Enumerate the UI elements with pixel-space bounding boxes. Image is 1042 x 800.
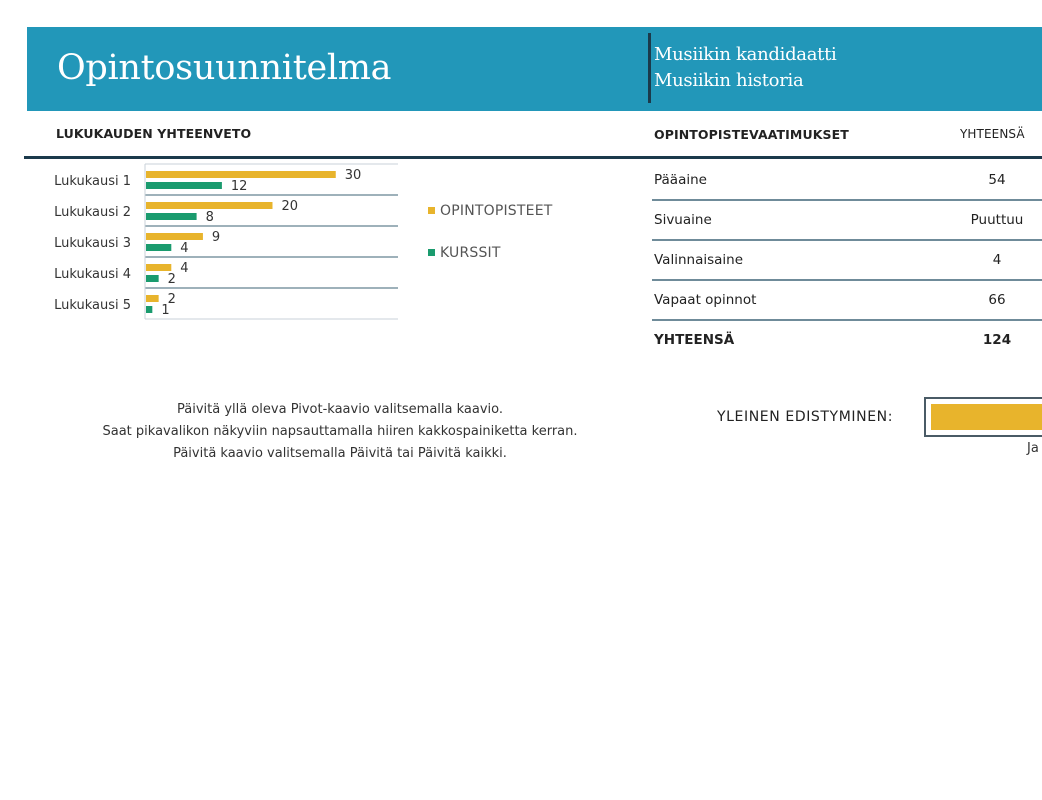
data-label-courses: 12 xyxy=(230,179,248,194)
row-value-free-studies: 66 xyxy=(988,292,1006,308)
data-label-courses: 4 xyxy=(180,241,189,256)
bar-credits xyxy=(146,295,159,302)
table-row xyxy=(652,240,1042,281)
progress-caption: Ja xyxy=(1027,441,1039,456)
bar-credits xyxy=(146,202,273,209)
degree-info xyxy=(654,42,836,94)
page-title: Opintosuunnitelma xyxy=(57,48,392,88)
note-line-3: Päivitä kaavio valitsemalla Päivitä tai Päivitä kaikki. xyxy=(173,446,507,461)
data-label-credits: 9 xyxy=(211,230,221,245)
legend-swatch-credits xyxy=(428,207,435,214)
header-divider xyxy=(648,33,651,103)
overall-progress-label: YLEINEN EDISTYMINEN: xyxy=(717,409,894,425)
legend-item-courses xyxy=(428,245,501,261)
note-line-1: Päivitä yllä oleva Pivot-kaavio valitsemalla kaavio. xyxy=(176,402,504,417)
total-column-heading: YHTEENSÄ xyxy=(960,127,1025,141)
section-rule xyxy=(24,156,1042,159)
category-label: Lukukausi 5 xyxy=(54,298,131,313)
bar-courses xyxy=(146,244,171,251)
table-row xyxy=(652,160,1042,201)
credit-requirements-heading: OPINTOPISTEVAATIMUKSET xyxy=(654,127,849,142)
data-label-courses: 8 xyxy=(205,210,214,225)
bar-courses xyxy=(146,182,222,189)
category-label: Lukukausi 2 xyxy=(54,205,131,220)
progress-fill xyxy=(931,404,1042,430)
bar-courses xyxy=(146,213,197,220)
total-value: 124 xyxy=(982,332,1012,348)
data-label-credits: 20 xyxy=(281,199,299,214)
bar-courses xyxy=(146,275,159,282)
bar-courses xyxy=(146,306,152,313)
overall-progress-bar xyxy=(924,397,1042,437)
degree-major: Musiikin historia xyxy=(654,70,804,91)
row-label-minor: Sivuaine xyxy=(654,212,712,228)
table-row xyxy=(652,280,1042,321)
category-label: Lukukausi 4 xyxy=(54,267,131,282)
semester-pivot-chart[interactable] xyxy=(30,160,410,325)
bar-credits xyxy=(146,171,336,178)
legend-swatch-courses xyxy=(428,249,435,256)
data-label-courses: 2 xyxy=(167,272,176,287)
row-label-major: Pääaine xyxy=(654,172,707,188)
bar-credits xyxy=(146,264,171,271)
data-label-credits: 2 xyxy=(167,292,176,307)
data-label-courses: 1 xyxy=(161,303,170,318)
bar-credits xyxy=(146,233,203,240)
legend-label-credits: OPINTOPISTEET xyxy=(440,203,553,219)
row-label-free-studies: Vapaat opinnot xyxy=(654,292,757,308)
table-total-row xyxy=(652,320,1042,359)
legend-label-courses: KURSSIT xyxy=(440,245,501,261)
semester-summary-heading: LUKUKAUDEN YHTEENVETO xyxy=(56,126,252,141)
row-label-elective: Valinnaisaine xyxy=(654,252,744,268)
table-row xyxy=(652,200,1042,241)
data-label-credits: 4 xyxy=(180,261,189,276)
total-label: YHTEENSÄ xyxy=(654,332,735,348)
row-value-major: 54 xyxy=(988,172,1006,188)
pivot-update-instructions xyxy=(60,399,620,465)
header-banner xyxy=(27,27,1042,111)
data-label-credits: 30 xyxy=(344,168,362,183)
legend-item-credits xyxy=(428,203,553,219)
note-line-2: Saat pikavalikon näkyviin napsauttamalla hiiren kakkospainiketta kerran. xyxy=(102,424,578,439)
row-value-elective: 4 xyxy=(992,252,1002,268)
category-label: Lukukausi 3 xyxy=(54,236,131,251)
row-value-minor: Puuttuu xyxy=(970,212,1024,228)
degree-name: Musiikin kandidaatti xyxy=(654,44,837,65)
category-label: Lukukausi 1 xyxy=(54,174,131,189)
